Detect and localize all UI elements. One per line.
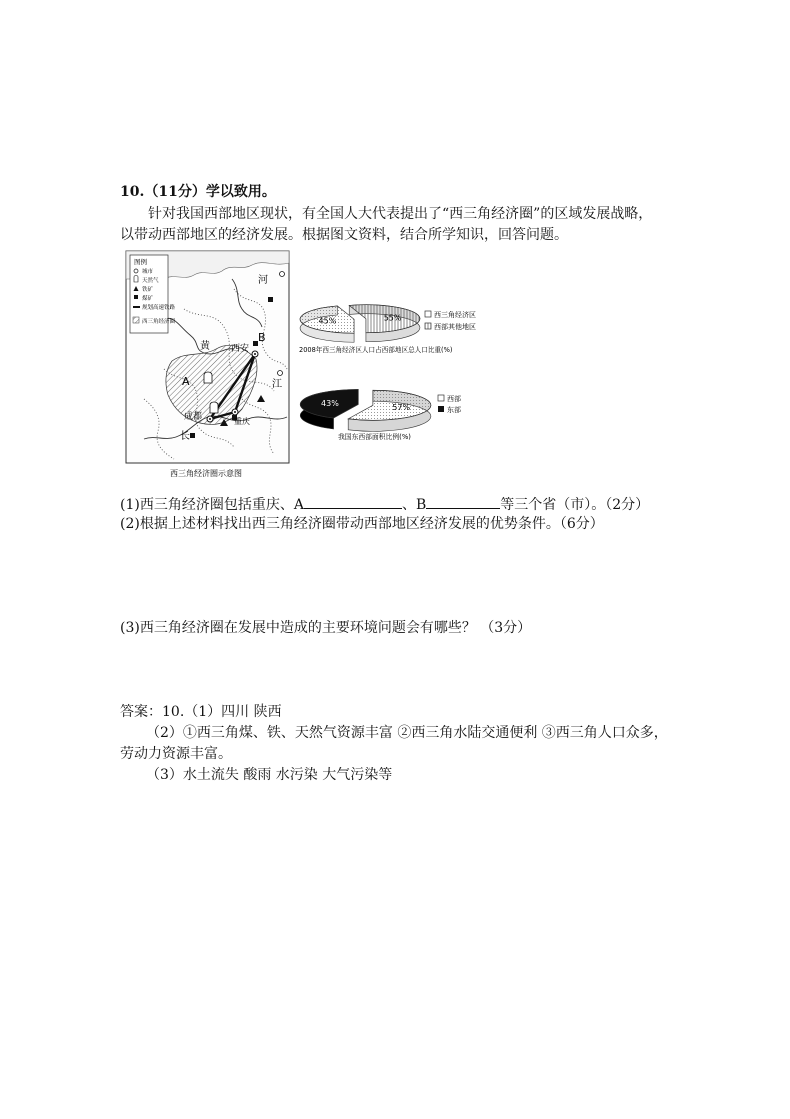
city-icon xyxy=(278,371,283,376)
coal-icon xyxy=(268,297,273,302)
pie1-legend-item: 西三角经济区 xyxy=(434,311,476,319)
pie1-legend-item: 西部其他地区 xyxy=(434,323,476,331)
map-label-jiang: 江 xyxy=(272,379,282,390)
figure-panel xyxy=(124,249,504,484)
legend-gas-icon xyxy=(134,276,138,283)
map-caption: 西三角经济圈示意图 xyxy=(170,469,242,478)
map-label-he: 河 xyxy=(258,275,268,286)
question-heading: 10.（11分）学以致用。 xyxy=(120,184,276,200)
answer-line-2: （2）①西三角煤、铁、天然气资源丰富 ②西三角水陆交通便利 ③西三角人口众多， xyxy=(146,725,668,741)
pie2-slice-label: 43% xyxy=(321,398,339,408)
map-label-chongqing: 重庆 xyxy=(234,417,250,426)
map-label-huang: 黄 xyxy=(200,341,210,352)
city-icon xyxy=(280,272,285,277)
legend-city-icon xyxy=(134,269,138,273)
figure-svg xyxy=(124,249,504,484)
question-1-prefix: (1)西三角经济圈包括重庆、A xyxy=(120,497,304,513)
pie1-legend-swatch xyxy=(425,311,431,317)
question-3: (3)西三角经济圈在发展中造成的主要环境问题会有哪些？ （3分） xyxy=(120,620,532,636)
pie1-legend-swatch xyxy=(425,323,431,329)
answer-blank-a[interactable] xyxy=(304,494,402,509)
question-1 xyxy=(120,494,649,514)
natural-gas-icon xyxy=(204,372,212,383)
question-intro-line-1: 针对我国西部地区现状，有全国人大代表提出了“西三角经济圈”的区域发展战略， xyxy=(148,206,653,222)
legend-circle-icon xyxy=(133,317,139,323)
pie2-legend-item: 西部 xyxy=(447,395,461,403)
map-label-chengdu: 成都 xyxy=(184,412,203,422)
question-1-mid: 、B xyxy=(401,497,427,513)
map xyxy=(126,251,289,478)
map-legend-item: 规划高速铁路 xyxy=(142,305,176,311)
pie2-legend-swatch xyxy=(438,395,444,401)
pie2-caption: 我国东西部面积比例(%) xyxy=(338,433,411,441)
city-chongqing-dot xyxy=(234,411,236,413)
question-2: (2)根据上述材料找出西三角经济圈带动西部地区经济发展的优势条件。（6分） xyxy=(120,516,604,532)
map-legend-item: 西三角经济圈 xyxy=(142,319,176,325)
city-xian-dot xyxy=(254,353,256,355)
map-legend-item: 煤矿 xyxy=(142,296,154,302)
pie1-slice-label: 55% xyxy=(383,313,402,323)
map-label-b: B xyxy=(258,331,266,344)
map-label-xian: 西安 xyxy=(231,344,250,354)
question-intro-line-2: 以带动西部地区的经济发展。根据图文资料，结合所学知识，回答问题。 xyxy=(120,227,568,243)
legend-coal-icon xyxy=(134,295,138,299)
pie2-slices xyxy=(300,389,431,431)
map-legend-item: 城市 xyxy=(142,269,154,275)
map-legend-item: 铁矿 xyxy=(142,287,154,293)
pie2-legend-item: 东部 xyxy=(447,406,461,414)
answer-blank-b[interactable] xyxy=(426,494,500,509)
map-label-chang: 长 xyxy=(180,431,190,442)
pie2-legend-swatch xyxy=(438,406,444,412)
pie-chart-area xyxy=(300,389,461,441)
map-legend-item: 天然气 xyxy=(142,278,159,284)
pie-chart-population xyxy=(299,305,476,354)
pie2-slice-label: 57% xyxy=(392,402,411,412)
question-1-suffix: 等三个省（市）。（2分） xyxy=(500,497,650,513)
map-label-a: A xyxy=(182,375,190,388)
natural-gas-icon xyxy=(210,402,218,413)
pie1-slice-label: 45% xyxy=(318,316,337,326)
city-chengdu-dot xyxy=(209,418,211,420)
coal-icon xyxy=(190,433,195,438)
pie1-caption: 2008年西三角经济区人口占西部地区总人口比重(%) xyxy=(299,346,453,354)
answer-line-3: 劳动力资源丰富。 xyxy=(120,746,232,762)
map-legend-title: 图例 xyxy=(134,258,147,266)
answer-line-1: 答案：10.（1）四川 陕西 xyxy=(120,704,282,720)
answer-line-4: （3）水土流失 酸雨 水污染 大气污染等 xyxy=(146,767,393,783)
